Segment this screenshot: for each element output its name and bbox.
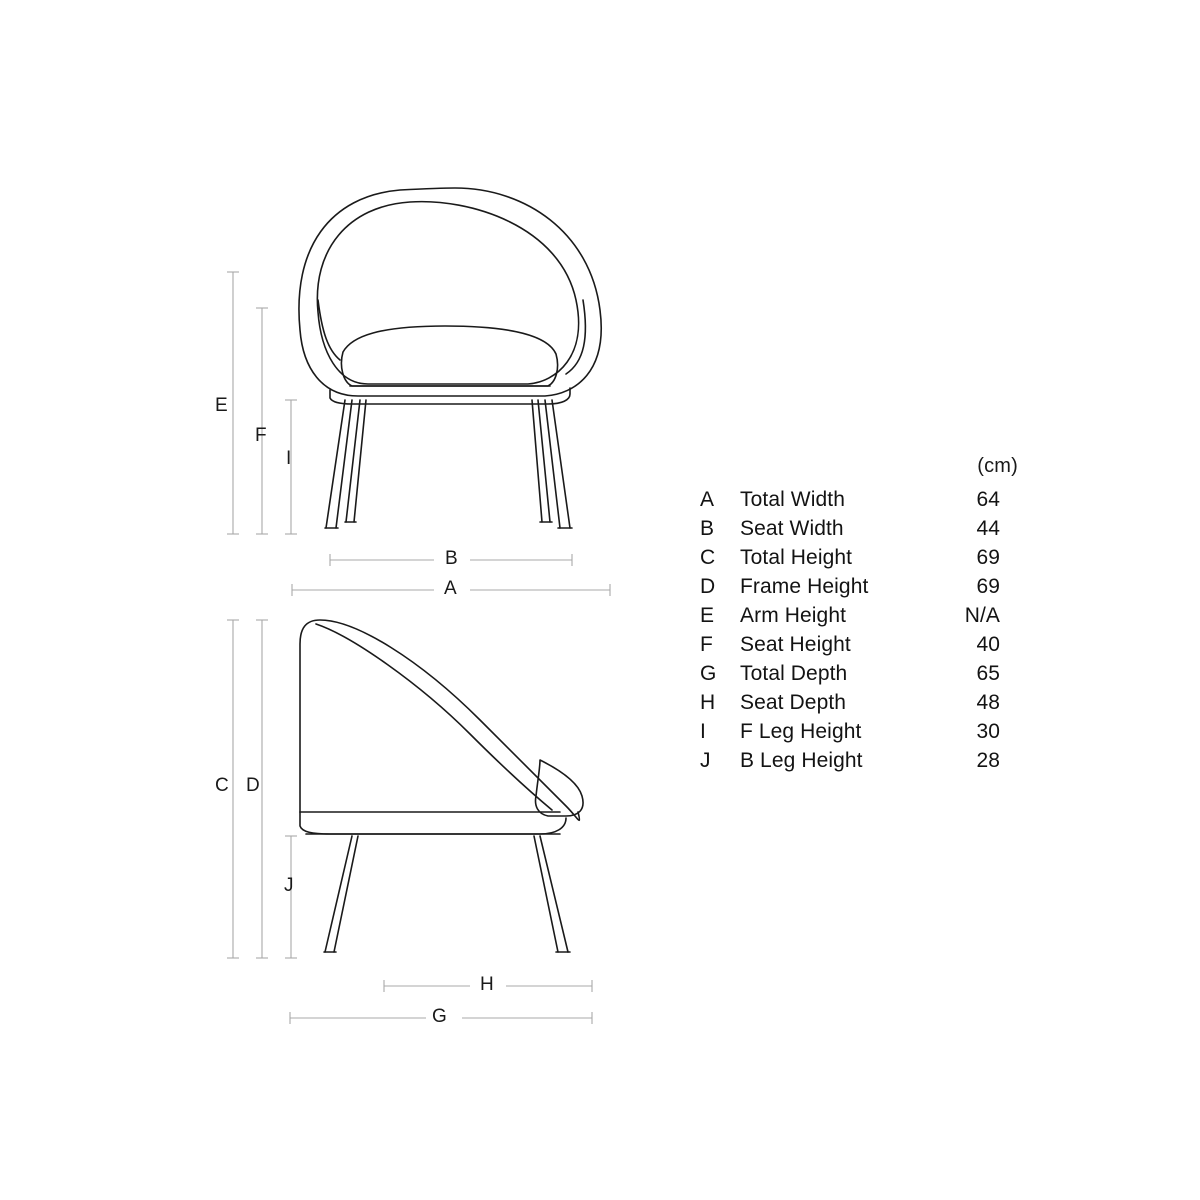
dim-label-G: G xyxy=(432,1006,448,1027)
spec-value: 65 xyxy=(976,661,1000,685)
spec-label: Seat Height xyxy=(740,632,851,656)
spec-key: A xyxy=(700,488,715,511)
spec-label: Total Width xyxy=(740,488,845,511)
spec-key: E xyxy=(700,603,715,627)
table-row xyxy=(700,573,1000,602)
table-row xyxy=(700,660,1000,689)
spec-key: C xyxy=(700,545,716,569)
specs-table-body xyxy=(700,486,1000,776)
unit-label: (cm) xyxy=(977,455,1018,477)
dim-label-J: J xyxy=(284,875,294,896)
spec-label: Total Height xyxy=(740,545,853,569)
spec-label: Total Depth xyxy=(740,661,848,685)
spec-value: 69 xyxy=(976,545,1000,569)
spec-key: H xyxy=(700,690,716,714)
spec-key: G xyxy=(700,661,717,685)
dim-label-B: B xyxy=(445,548,458,569)
front-elevation-chair xyxy=(299,188,601,528)
dim-label-E: E xyxy=(215,395,228,416)
spec-value: 40 xyxy=(976,632,1000,656)
dim-label-F: F xyxy=(255,425,267,446)
spec-key: F xyxy=(700,632,713,656)
table-row xyxy=(700,631,1000,660)
table-row xyxy=(700,544,1000,573)
spec-value: 48 xyxy=(976,690,1000,714)
spec-key: B xyxy=(700,516,715,540)
table-row xyxy=(700,747,1000,776)
spec-value: 64 xyxy=(976,488,1000,511)
table-row xyxy=(700,486,1000,515)
spec-label: Seat Width xyxy=(740,516,844,540)
spec-value: 69 xyxy=(976,574,1000,598)
spec-key: J xyxy=(700,748,711,772)
spec-value: 30 xyxy=(976,719,1000,743)
dim-label-A: A xyxy=(444,578,457,599)
spec-key: D xyxy=(700,574,716,598)
dim-label-C: C xyxy=(215,775,230,796)
spec-value: N/A xyxy=(964,603,1000,627)
spec-label: Frame Height xyxy=(740,574,869,598)
spec-label: Arm Height xyxy=(740,603,847,627)
spec-label: B Leg Height xyxy=(740,748,863,772)
table-row xyxy=(700,689,1000,718)
spec-label: Seat Depth xyxy=(740,690,847,714)
spec-label: F Leg Height xyxy=(740,719,862,743)
specs-table xyxy=(700,486,1000,776)
table-row xyxy=(700,515,1000,544)
dim-label-H: H xyxy=(480,974,495,995)
spec-key: I xyxy=(700,719,706,743)
dimensions-spec-table xyxy=(700,455,1020,776)
spec-value: 44 xyxy=(976,516,1000,540)
table-row xyxy=(700,602,1000,631)
spec-value: 28 xyxy=(976,748,1000,772)
front-view-dimension-lines xyxy=(227,272,610,596)
dim-label-I: I xyxy=(286,448,292,469)
dim-label-D: D xyxy=(246,775,261,796)
side-elevation-chair xyxy=(300,620,583,952)
table-row xyxy=(700,718,1000,747)
